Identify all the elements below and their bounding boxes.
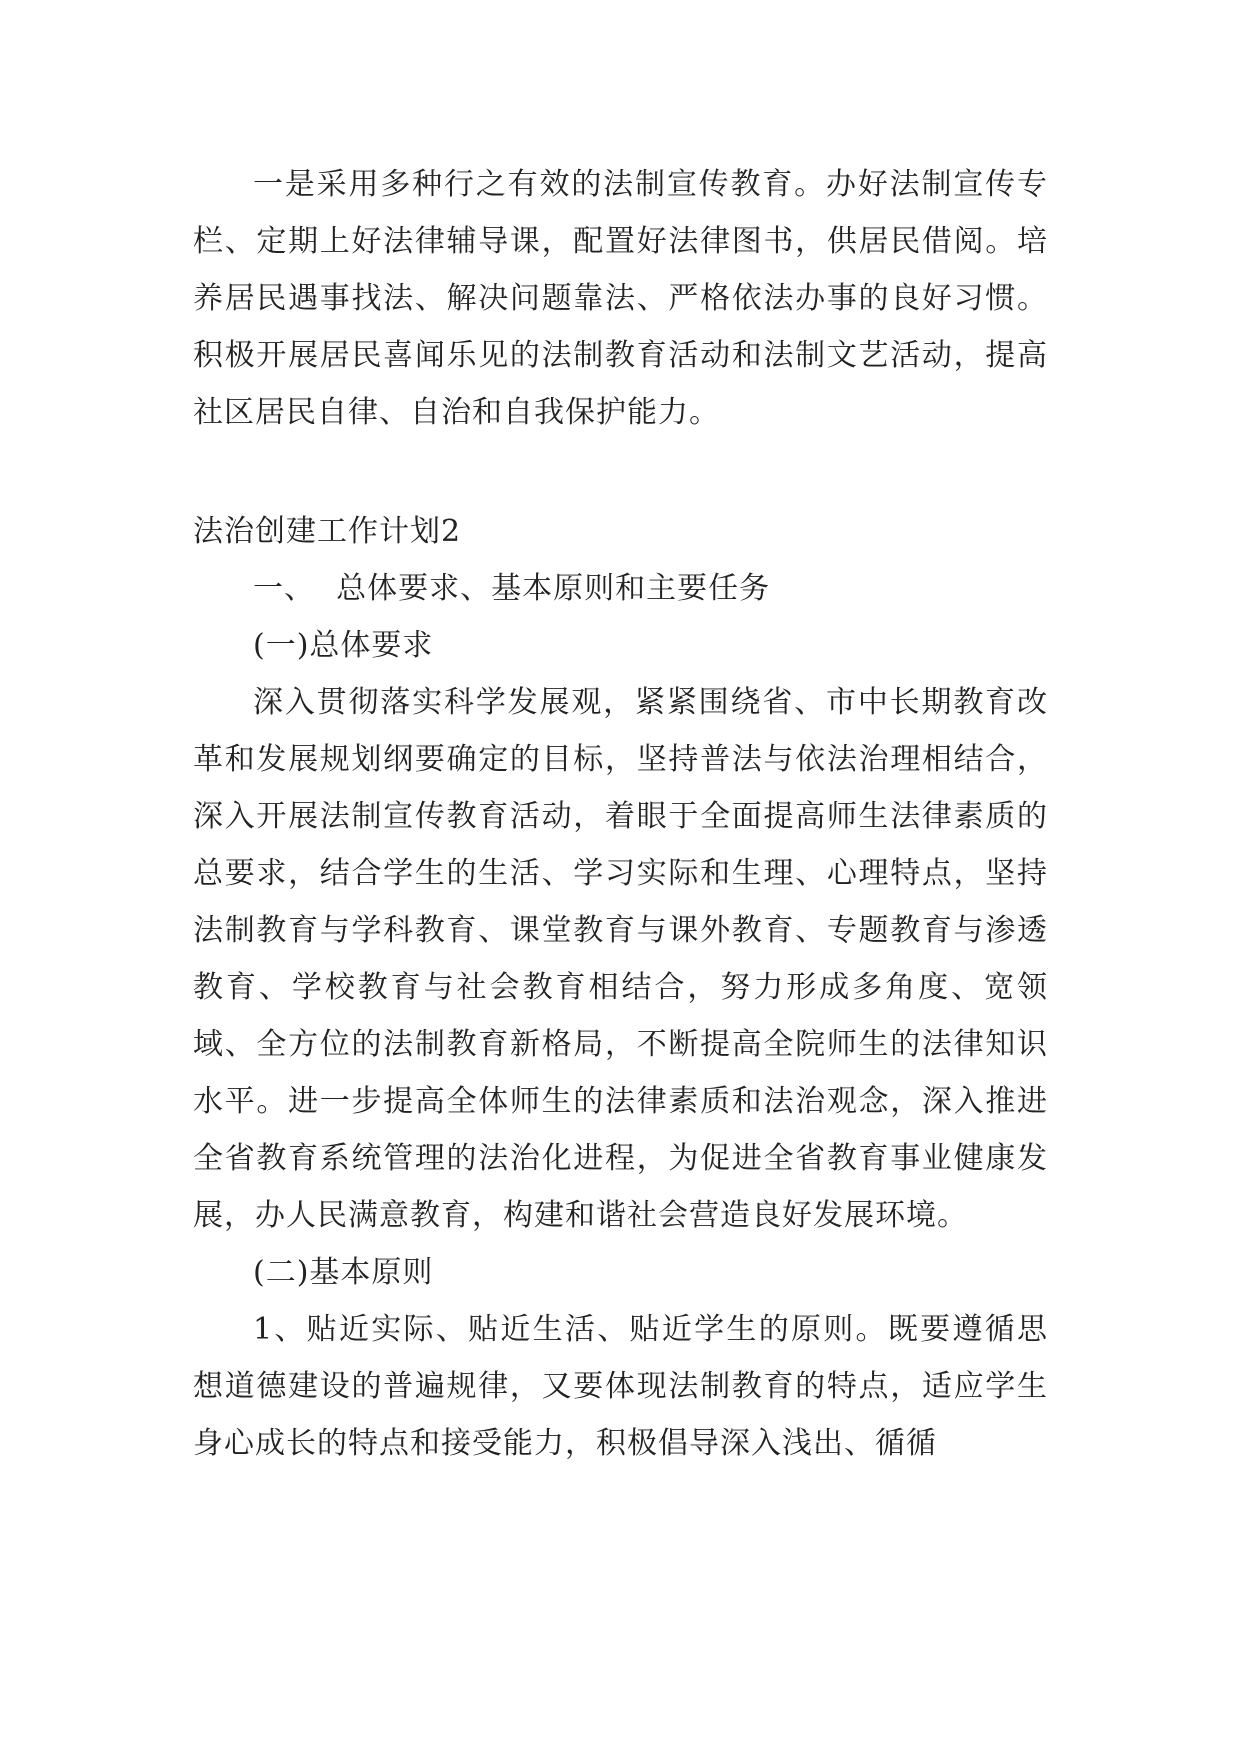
paragraph-legal-publicity: 一是采用多种行之有效的法制宣传教育。办好法制宣传专栏、定期上好法律辅导课，配置好法律图书，供居民借阅。培养居民遇事找法、解决问题靠法、严格依法办事的良好习惯。积极开展居民喜闻乐见的法制教育活动和法制文艺活动，提高社区居民自律、自治和自我保护能力。 [193, 167, 1048, 430]
subsection-heading-requirements: (一)总体要求 [253, 628, 434, 663]
paragraph-block-1 [193, 156, 1048, 441]
paragraph-requirements: 深入贯彻落实科学发展观，紧紧围绕省、市中长期教育改革和发展规划纲要确定的目标，坚持普法与依法治理相结合，深入开展法制宣传教育活动，着眼于全面提高师生法律素质的总要求，结合学生的生活、学习实际和生理、心理特点，坚持法制教育与学科教育、课堂教育与课外教育、专题教育与渗透教育、学校教育与社会教育相结合，努力形成多角度、宽领域、全方位的法制教育新格局，不断提高全院师生的法律知识水平。进一步提高全体师生的法律素质和法治观念，深入推进全省教育系统管理的法治化进程，为促进全省教育事业健康发展，办人民满意教育，构建和谐社会营造良好发展环境。 [193, 685, 1048, 1233]
document-title: 法治创建工作计划2 [193, 514, 462, 549]
paragraph-block-2 [193, 503, 1048, 1472]
paragraph-principle-1: 1、贴近实际、贴近生活、贴近学生的原则。既要遵循思想道德建设的普遍规律，又要体现法制教育的特点，适应学生身心成长的特点和接受能力，积极倡导深入浅出、循循 [193, 1312, 1048, 1461]
section-heading-1: 一、 总体要求、基本原则和主要任务 [253, 571, 771, 606]
subsection-heading-principles: (二)基本原则 [253, 1255, 434, 1290]
